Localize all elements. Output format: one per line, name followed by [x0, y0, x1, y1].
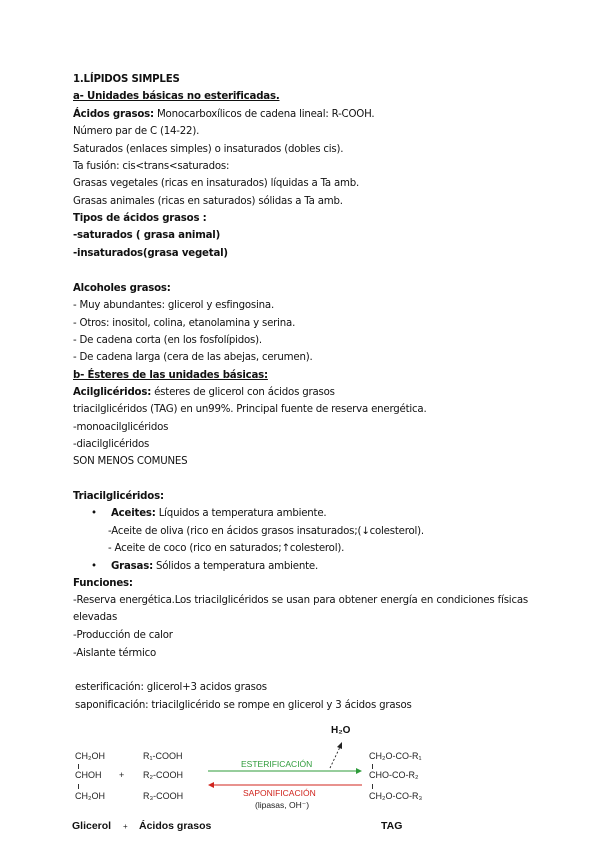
acidos-caption: Ácidos grasos — [139, 820, 212, 832]
triacil-label: Triacilglicéridos: — [73, 491, 164, 502]
grasas-animales: Grasas animales (ricas en saturados) sólidas a Ta amb. — [73, 196, 343, 207]
aceites-line: Aceites: Líquidos a temperatura ambiente. — [111, 508, 327, 519]
funcion-reserva: -Reserva energética.Los triacilglicéridos se usan para obtener energía en condiciones físicas elevadas — [73, 595, 528, 623]
esterificacion-label: ESTERIFICACIÓN — [241, 759, 313, 769]
saponification-arrow — [208, 782, 362, 788]
grasas-line: Grasas: Sólidos a temperatura ambiente. — [111, 561, 319, 572]
saponificacion-def: saponificación: triacilglicérido se rompe en glicerol y 3 ácidos grasos — [75, 700, 412, 711]
monoacilgliceridos: -monoacilglicéridos — [73, 422, 169, 433]
esterification-arrow — [208, 768, 362, 774]
menos-comunes: SON MENOS COMUNES — [73, 456, 188, 467]
acid-row-2: R₂-COOH — [143, 770, 183, 780]
saponificacion-label: SAPONIFICACIÓN — [243, 788, 316, 798]
esterificacion-def: esterificación: glicerol+3 acidos grasos — [75, 682, 267, 693]
glicerol-row-2: CHOH — [75, 770, 102, 780]
tag-row-1: CH₂O-CO-R₁ — [369, 751, 422, 761]
tag-line: triacilglicéridos (TAG) en un99%. Principal fuente de reserva energética. — [73, 404, 427, 415]
glicerol-row-3: CH₂OH — [75, 791, 105, 801]
tipo-saturados: -saturados ( grasa animal) — [73, 230, 221, 241]
aceite-oliva: -Aceite de oliva (rico en ácidos grasos insaturados;(↓colesterol). — [108, 526, 424, 537]
funcion-calor: -Producción de calor — [73, 630, 173, 641]
acid-row-3: R₃-COOH — [143, 791, 184, 801]
glicerol-row-1: CH₂OH — [75, 751, 105, 761]
acid-row-1: R₁-COOH — [143, 751, 183, 761]
bullet-icon: • — [91, 561, 97, 572]
saturados-line: Saturados (enlaces simples) o insaturados (dobles cis). — [73, 144, 344, 155]
alcohol-item-1: - Muy abundantes: glicerol y esfingosina. — [73, 300, 275, 311]
tipos-label: Tipos de ácidos grasos : — [73, 213, 207, 224]
glicerol-caption: Glicerol — [72, 820, 112, 832]
funciones-label: Funciones: — [73, 578, 133, 589]
alcoholes-label: Alcoholes grasos: — [73, 283, 171, 294]
water-release-arrow — [330, 742, 342, 768]
caption-plus: + — [123, 822, 128, 831]
bond-line — [78, 784, 79, 789]
acidos-grasos-line: Ácidos grasos: Monocarboxílicos de cadena lineal: R-COOH. — [73, 109, 375, 120]
plus-sign: + — [119, 770, 125, 780]
aceite-coco: - Aceite de coco (rico en saturados;↑colesterol). — [108, 543, 345, 554]
tag-row-3: CH₂O-CO-R₃ — [369, 791, 423, 801]
water-label: H₂O — [331, 725, 351, 736]
funcion-aislante: -Aislante térmico — [73, 648, 157, 659]
reaction-arrows — [200, 735, 370, 795]
catalysts-label: (lipasas, OH⁻) — [255, 800, 310, 810]
alcohol-item-2: - Otros: inositol, colina, etanolamina y serina. — [73, 318, 296, 329]
bond-line — [78, 764, 79, 769]
subtitle-a: a- Unidades básicas no esterificadas. — [73, 91, 280, 102]
acilgliceridos-line: Acilglicéridos: ésteres de glicerol con ácidos grasos — [73, 387, 335, 398]
grasas-vegetales: Grasas vegetales (ricas en insaturados) líquidas a Ta amb. — [73, 178, 360, 189]
temp-fusion: Ta fusión: cis<trans<saturados: — [73, 161, 230, 172]
tag-caption: TAG — [381, 820, 403, 832]
tag-row-2: CHO-CO-R₂ — [369, 770, 419, 780]
subtitle-b: b- Ésteres de las unidades básicas: — [73, 370, 268, 381]
diacilgliceridos: -diacilglicéridos — [73, 439, 150, 450]
alcohol-item-4: - De cadena larga (cera de las abejas, cerumen). — [73, 352, 313, 363]
section-title: 1.LÍPIDOS SIMPLES — [73, 74, 180, 85]
alcohol-item-3: - De cadena corta (en los fosfolípidos). — [73, 335, 262, 346]
tipo-insaturados: -insaturados(grasa vegetal) — [73, 248, 228, 259]
bond-line — [372, 784, 373, 789]
bond-line — [372, 764, 373, 769]
bullet-icon: • — [91, 508, 97, 519]
numero-carbonos: Número par de C (14-22). — [73, 126, 200, 137]
